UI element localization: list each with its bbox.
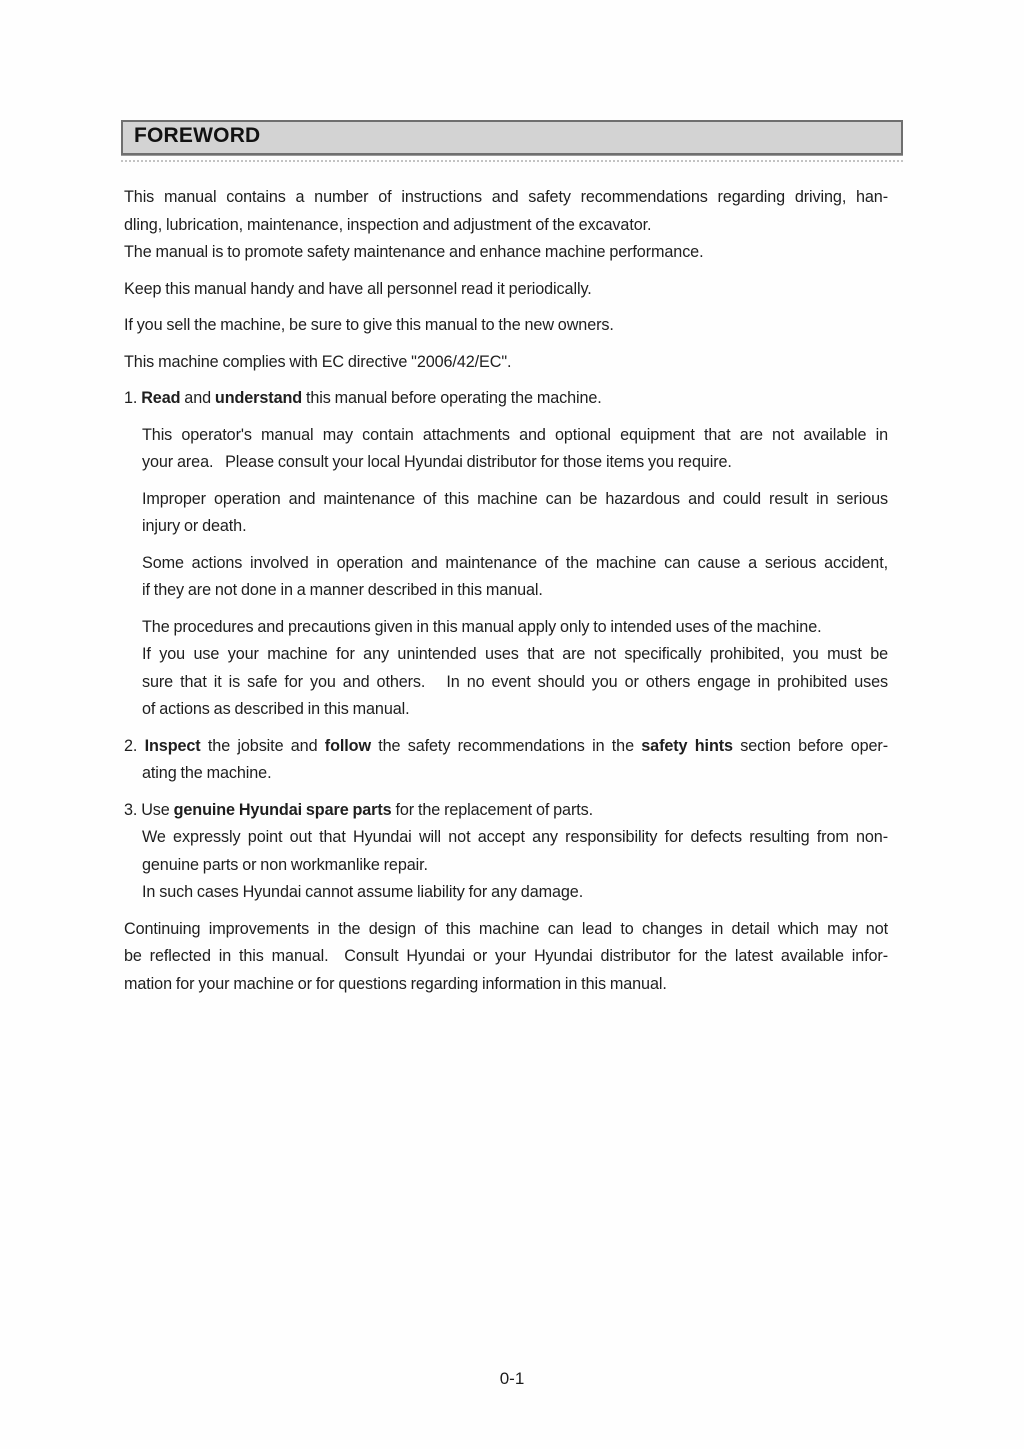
text-line: This machine complies with EC directive "2006/42/EC". [124, 352, 512, 371]
paragraph [124, 916, 888, 999]
page-footer [0, 1369, 1024, 1389]
text-line: 3. Use genuine Hyundai spare parts for the replacement of parts. [124, 800, 594, 819]
text-line: We expressly point out that Hyundai will not accept any responsibility for defects resulting from non- [142, 828, 888, 846]
text-line: dling, lubrication, maintenance, inspection and adjustment of the excavator. [124, 215, 652, 234]
text-line: be reflected in this manual. Consult Hyundai or your Hyundai distributor for the latest available infor- [124, 947, 888, 965]
text-line: If you sell the machine, be sure to give this manual to the new owners. [124, 316, 614, 334]
paragraph [124, 349, 888, 377]
paragraph [124, 614, 888, 724]
paragraph [124, 385, 888, 413]
text-line: The manual is to promote safety maintenance and enhance machine performance. [124, 243, 704, 261]
text-line: mation for your machine or for questions regarding information in this manual. [124, 974, 667, 993]
section-header [121, 120, 903, 155]
paragraph [124, 486, 888, 541]
paragraph [124, 733, 888, 788]
text-line: injury or death. [142, 517, 247, 535]
text-line: 1. Read and understand this manual before operating the machine. [124, 389, 602, 407]
text-line: Keep this manual handy and have all personnel read it periodically. [124, 279, 592, 298]
text-line: In such cases Hyundai cannot assume liability for any damage. [142, 883, 584, 901]
text-line: if they are not done in a manner described in this manual. [142, 581, 543, 599]
text-line: of actions as described in this manual. [142, 700, 410, 718]
text-line: If you use your machine for any unintended uses that are not specifically prohibited, you must be [142, 645, 888, 663]
paragraph [124, 797, 888, 907]
paragraph [124, 550, 888, 605]
text-line: ating the machine. [142, 764, 272, 782]
text-line: your area. Please consult your local Hyundai distributor for those items you require. [142, 453, 732, 471]
paragraph [124, 276, 888, 304]
text-line: This operator's manual may contain attachments and optional equipment that are not available in [142, 425, 888, 444]
text-line: This manual contains a number of instructions and safety recommendations regarding driving, han- [124, 188, 888, 206]
text-line: The procedures and precautions given in this manual apply only to intended uses of the machine. [142, 617, 822, 636]
paragraph [124, 184, 888, 267]
divider [121, 160, 903, 162]
text-line: Improper operation and maintenance of this machine can be hazardous and could result in serious [142, 489, 888, 508]
text-line: sure that it is safe for you and others. In no event should you or others engage in prohibited uses [142, 672, 888, 691]
text-line: 2. Inspect the jobsite and follow the safety recommendations in the safety hints section before oper- [124, 736, 888, 755]
document-body [124, 184, 888, 1007]
text-line: genuine parts or non workmanlike repair. [142, 855, 428, 874]
paragraph [124, 422, 888, 477]
text-line: Some actions involved in operation and maintenance of the machine can cause a serious accident, [142, 553, 888, 572]
page-number: 0-1 [499, 1369, 525, 1388]
text-line: Continuing improvements in the design of this machine can lead to changes in detail which may not [124, 919, 888, 938]
paragraph [124, 312, 888, 340]
section-title: FOREWORD [134, 124, 261, 147]
